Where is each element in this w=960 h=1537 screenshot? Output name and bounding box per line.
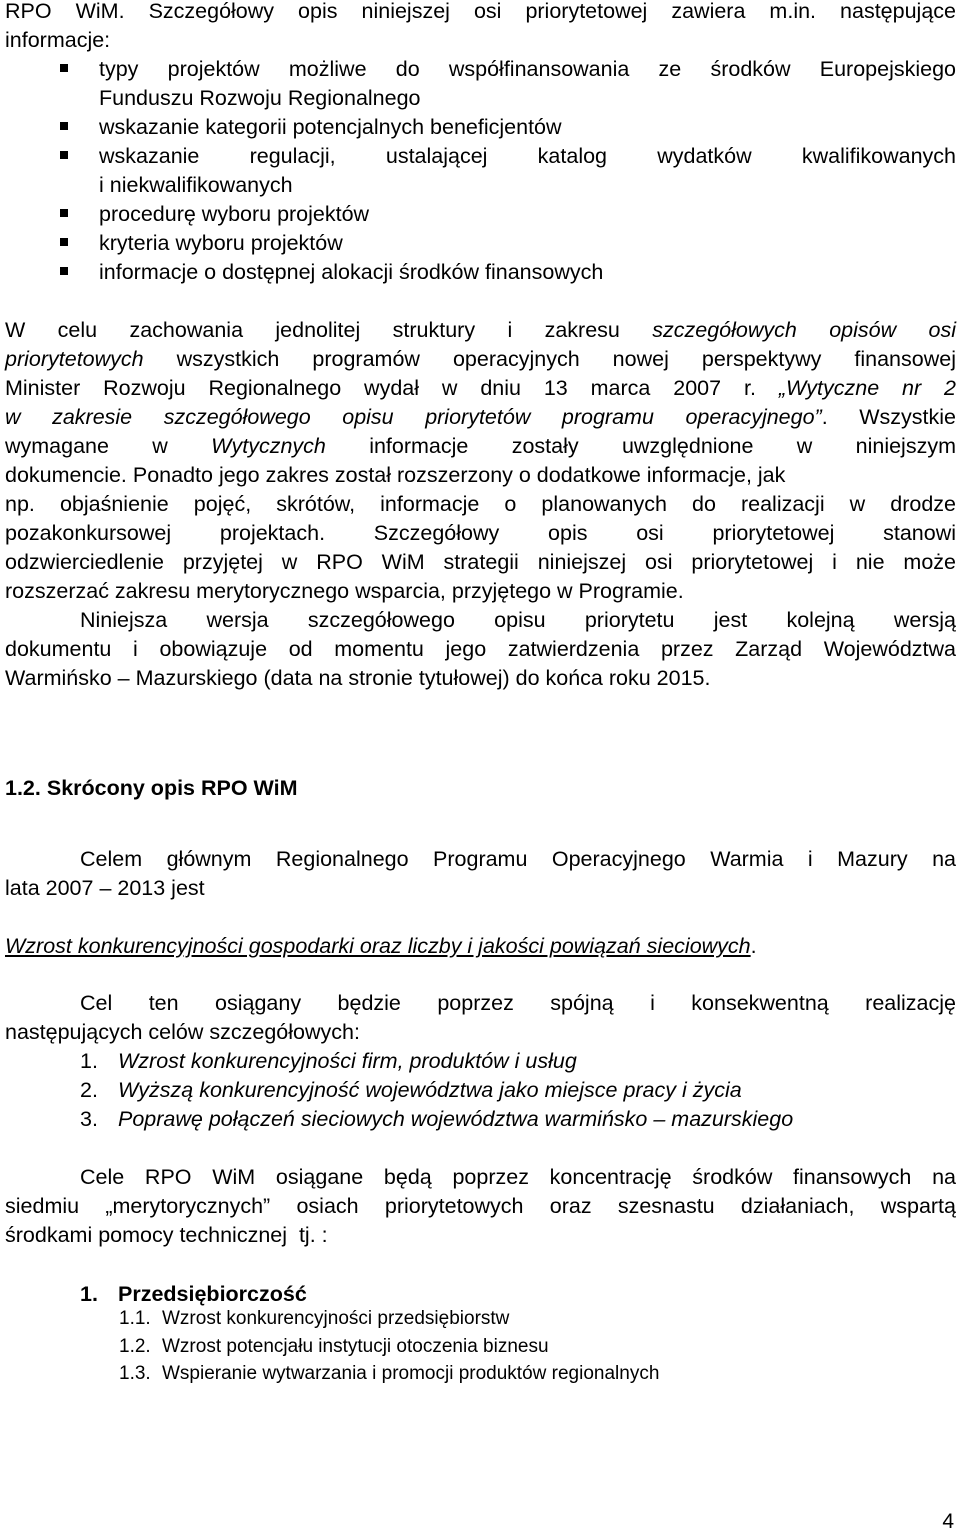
- list-item-text: wskazanie kategorii potencjalnych beneficjentów: [99, 115, 562, 139]
- main-goal-statement: Wzrost konkurencyjności gospodarki oraz liczby i jakości powiązań sieciowych.: [5, 934, 757, 958]
- paragraph-line: siedmiu „merytorycznych” osiach priorytetowych oraz szesnastu działaniach, wspartą: [5, 1194, 956, 1218]
- paragraph-line: w zakresie szczegółowego opisu priorytetów programu operacyjnego”. Wszystkie: [5, 405, 956, 429]
- page-number: 4: [942, 1510, 954, 1533]
- paragraph-line: priorytetowych wszystkich programów operacyjnych nowej perspektywy finansowej: [5, 347, 956, 371]
- list-item-text: Funduszu Rozwoju Regionalnego: [99, 86, 421, 110]
- paragraph-line: dokumentu i obowiązuje od momentu jego zatwierdzenia przez Zarząd Województwa: [5, 637, 956, 661]
- square-bullet-icon: [60, 64, 68, 72]
- paragraph-line: np. objaśnienie pojęć, skrótów, informacje o planowanych do realizacji w drodze: [5, 492, 956, 516]
- paragraph-line: lata 2007 – 2013 jest: [5, 876, 205, 900]
- list-item-text: i niekwalifikowanych: [99, 173, 293, 197]
- paragraph-line: Cele RPO WiM osiągane będą poprzez koncentrację środków finansowych na: [80, 1165, 956, 1189]
- list-item-text: kryteria wyboru projektów: [99, 231, 343, 255]
- paragraph-line: środkami pomocy technicznej tj. :: [5, 1223, 328, 1247]
- list-item-text: typy projektów możliwe do współfinansowania ze środków Europejskiego: [99, 57, 956, 81]
- intro-line: RPO WiM. Szczegółowy opis niniejszej osi priorytetowej zawiera m.in. następujące: [5, 0, 956, 23]
- intro-line: informacje:: [5, 28, 111, 52]
- paragraph-line: Cel ten osiągany będzie poprzez spójną i konsekwentną realizację: [80, 991, 956, 1015]
- section-title: Skrócony opis RPO WiM: [46, 776, 298, 800]
- paragraph-line: Niniejsza wersja szczegółowego opisu priorytetu jest kolejną wersją: [80, 608, 956, 632]
- square-bullet-icon: [60, 267, 68, 275]
- section-number: 1.2.: [5, 776, 41, 800]
- paragraph-line: rozszerzać zakresu merytorycznego wsparcia, przyjętego w Programie.: [5, 579, 684, 603]
- document-page: RPO WiM. Szczegółowy opis niniejszej osi priorytetowej zawiera m.in. następujące informacje: typy projektów możliwe do współfinansowania ze środków Europejskiego Funduszu Rozwoju Regionalnego wskazanie kategorii potencjalnych beneficjentów wskazanie regulacji, ustalającej katalog wydatków kwalifikowanych i niekwalifikowanych procedurę wyboru projektów kryteria wyboru projektów informacje o dostępnej alokacji środków finansowych W celu zachowania jednolitej struktury i zakresu szczegółowych opisów osi priorytetowych wszystkich programów operacyjnych nowej perspektywy finansowej Minister Rozwoju Regionalnego wydał w dniu 13 marca 2007 r. „Wytyczne nr 2 w zakresie szczegółowego opisu priorytetów programu operacyjnego”. Wszystkie wymagane w Wytycznych informacje zostały uwzględnione w niniejszym dokumencie. Ponadto jego zakres został rozszerzony o dodatkowe informacje, jak np. objaśnienie pojęć, skrótów, informacje o planowanych do realizacji w drodze pozakonkursowej projektach. Szczegółowy opis osi priorytetowej stanowi odzwierciedlenie przyjętej w RPO WiM strategii niniejszej osi priorytetowej i nie może rozszerzać zakresu merytorycznego wsparcia, przyjętego w Programie. Niniejsza wersja szczegółowego opisu priorytetu jest kolejną wersją dokumentu i obowiązuje od momentu jego zatwierdzenia przez Zarząd Województwa Warmińsko – Mazurskiego (data na stronie tytułowej) do końca roku 2015. 1.2. Skrócony opis RPO WiM Celem głównym Regionalnego Programu Operacyjnego Warmia i Mazury na lata 2007 – 2013 jest Wzrost konkurencyjności gospodarki oraz liczby i jakości powiązań sieciowych. Cel ten osiągany będzie poprzez spójną i konsekwentną realizację następujących celów szczegółowych: 1. Wzrost konkurencyjności firm, produktów i usług 2. Wyższą konkurencyjność województwa jako miejsce pracy i życia 3. Poprawę połączeń sieciowych województwa warmińsko – mazurskiego Cele RPO WiM osiągane będą poprzez koncentrację środków finansowych na siedmiu „merytorycznych” osiach priorytetowych oraz szesnastu działaniach, wspartą środkami pomocy technicznej tj. : 1. Przedsiębiorczość 1.1. Wzrost konkurencyjności przedsiębiorstw 1.2. Wzrost potencjału instytucji otoczenia biznesu 1.3. Wspieranie wytwarzania i promocji produktów regionalnych 4: [0, 0, 960, 1537]
- paragraph-line: pozakonkursowej projektach. Szczegółowy opis osi priorytetowej stanowi: [5, 521, 956, 545]
- square-bullet-icon: [60, 209, 68, 217]
- square-bullet-icon: [60, 151, 68, 159]
- paragraph-line: odzwierciedlenie przyjętej w RPO WiM strategii niniejszej osi priorytetowej i nie może: [5, 550, 956, 574]
- section-heading: [5, 774, 298, 803]
- list-item-text: procedurę wyboru projektów: [99, 202, 370, 226]
- paragraph-line: dokumencie. Ponadto jego zakres został rozszerzony o dodatkowe informacje, jak: [5, 463, 786, 487]
- paragraph-line: Minister Rozwoju Regionalnego wydał w dniu 13 marca 2007 r. „Wytyczne nr 2: [5, 376, 956, 400]
- paragraph-line: Celem głównym Regionalnego Programu Operacyjnego Warmia i Mazury na: [80, 847, 956, 871]
- paragraph-line: następujących celów szczegółowych:: [5, 1020, 360, 1044]
- square-bullet-icon: [60, 122, 68, 130]
- square-bullet-icon: [60, 238, 68, 246]
- paragraph-line: Warmińsko – Mazurskiego (data na stronie tytułowej) do końca roku 2015.: [5, 666, 711, 690]
- list-item-text: informacje o dostępnej alokacji środków finansowych: [99, 260, 604, 284]
- paragraph-line: W celu zachowania jednolitej struktury i zakresu szczegółowych opisów osi: [5, 318, 956, 342]
- paragraph-line: wymagane w Wytycznych informacje zostały uwzględnione w niniejszym: [5, 434, 956, 458]
- list-item-text: wskazanie regulacji, ustalającej katalog wydatków kwalifikowanych: [99, 144, 956, 168]
